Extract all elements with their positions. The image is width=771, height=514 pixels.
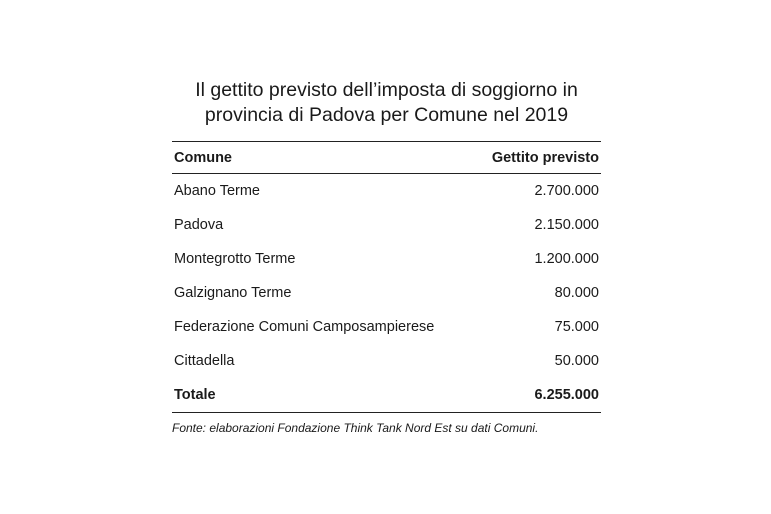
table-row [172,310,601,344]
table-row [172,174,601,209]
table-title-line-2: provincia di Padova per Comune nel 2019 [204,104,569,126]
column-header-comune: Comune [172,142,474,174]
cell-gettito: 1.200.000 [534,251,599,267]
cell-comune: Galzignano Terme [174,285,292,301]
table-row [172,208,601,242]
cell-comune: Cittadella [174,353,235,369]
column-header-gettito: Gettito previsto [474,142,601,174]
cell-gettito: 50.000 [554,353,599,369]
total-row [172,378,601,413]
table-header-row [172,142,601,174]
cell-gettito: 2.700.000 [534,183,599,199]
table-row [172,242,601,276]
cell-comune: Montegrotto Terme [174,251,296,267]
table-figure [172,78,601,435]
cell-gettito: 80.000 [554,285,599,301]
revenue-table [172,141,601,413]
source-note: Fonte: elaborazioni Fondazione Think Tank Nord Est su dati Comuni. [172,421,539,435]
cell-comune: Abano Terme [174,183,260,199]
cell-comune: Federazione Comuni Camposampierese [174,319,435,335]
table-row [172,276,601,310]
table-title [172,78,601,128]
table-row [172,344,601,378]
cell-gettito: 2.150.000 [534,217,599,233]
table-title-line-1: Il gettito previsto dell’imposta di soggiorno in [195,79,578,101]
cell-comune: Padova [174,217,224,233]
total-value: 6.255.000 [474,378,601,413]
total-label: Totale [172,378,474,413]
cell-gettito: 75.000 [554,319,599,335]
